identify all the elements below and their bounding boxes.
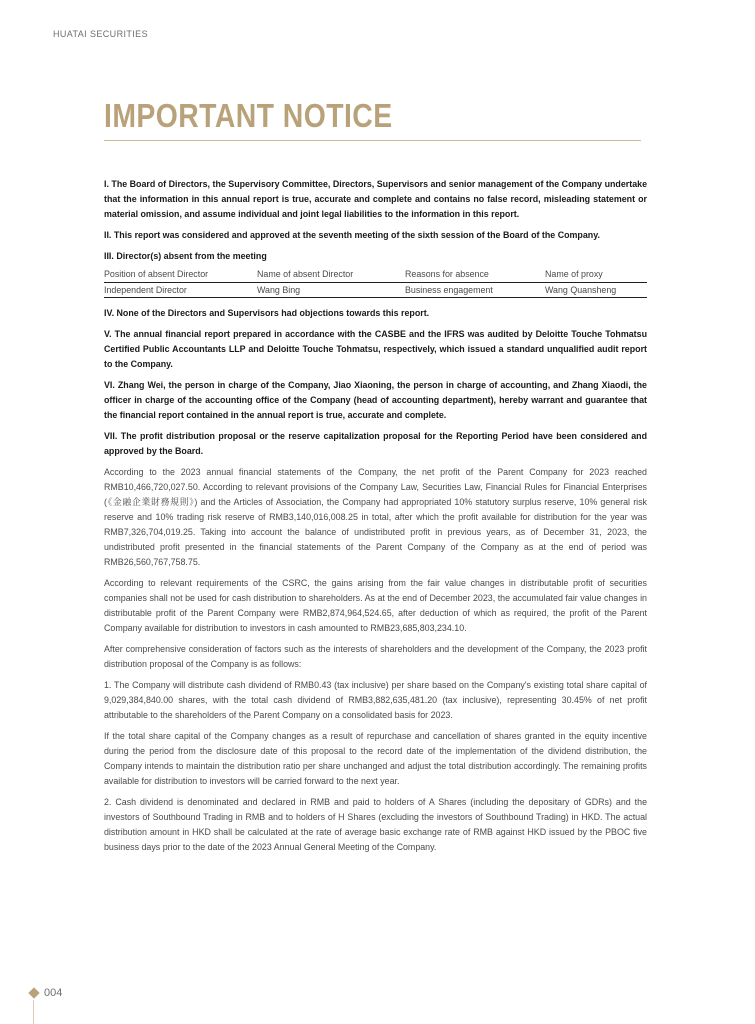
notice-item-7: VII. The profit distribution proposal or the reserve capitalization proposal for the Reporting Period have been considered and approved by the Board. bbox=[104, 431, 647, 456]
table-cell: Business engagement bbox=[405, 283, 545, 298]
page-number: 004 bbox=[44, 987, 63, 999]
notice-item-5: V. The annual financial report prepared in accordance with the CASBE and the IFRS was audited by Deloitte Touche Tohmatsu Certified Public Accountants LLP and Deloitte Touche Tohmatsu, respectively, which issued a standard unqualified audit report to the Company. bbox=[104, 329, 647, 369]
page-title: IMPORTANT NOTICE bbox=[104, 97, 393, 134]
table-header-row bbox=[104, 268, 647, 283]
notice-item-6: VI. Zhang Wei, the person in charge of the Company, Jiao Xiaoning, the person in charge of accounting, and Zhang Xiaodi, the officer in charge of the accounting office of the Company (head of accounting department), hereby warrant and guarantee that the financial report contained in the annual report is true, accurate and complete. bbox=[104, 380, 647, 420]
table-header-cell: Name of absent Director bbox=[257, 268, 405, 283]
notice-item-4: IV. None of the Directors and Supervisors had objections towards this report. bbox=[104, 308, 430, 318]
notice-item-3: III. Director(s) absent from the meeting bbox=[104, 251, 267, 261]
report-header: HUATAI SECURITIES bbox=[53, 29, 148, 39]
diamond-icon bbox=[28, 987, 39, 998]
profit-paragraph-2: According to relevant requirements of the CSRC, the gains arising from the fair value changes in distributable profit of securities companies shall not be used for cash distribution to shareholders. As at the end of December 2023, the accumulated fair value changes in distributable profit of the Parent Company were RMB2,874,964,524.65, after deduction of which as required, the profit of the Parent Company available for distribution to investors in cash amounted to RMB23,685,803,234.10. bbox=[104, 578, 647, 633]
profit-paragraph-3: After comprehensive consideration of factors such as the interests of shareholders and the development of the Company, the 2023 profit distribution proposal of the Company is as follows: bbox=[104, 644, 647, 669]
title-divider bbox=[104, 140, 641, 141]
dividend-item-2: 2. Cash dividend is denominated and declared in RMB and paid to holders of A Shares (including the depositary of GDRs) and the investors of Southbound Trading in RMB and to holders of H Shares (excluding the investors of Southbound Trading) in HKD. The actual distribution amount in HKD shall be calculated at the rate of average basic exchange rate of RMB against HKD issued by the PBOC five business days prior to the date of the 2023 Annual General Meeting of the Company. bbox=[104, 797, 647, 852]
table-cell: Wang Quansheng bbox=[545, 283, 647, 298]
page-marker-line bbox=[33, 1000, 34, 1024]
table-header-cell: Position of absent Director bbox=[104, 268, 257, 283]
dividend-adjustment-paragraph: If the total share capital of the Company changes as a result of repurchase and cancellation of shares granted in the equity incentive during the period from the disclosure date of this proposal to the record date of the implementation of the dividend distribution, the Company intends to maintain the distribution ratio per share unchanged and adjust the total distribution accordingly. The remaining profits available for distribution to investors will be carried forward to the next year. bbox=[104, 731, 647, 786]
table-header-cell: Name of proxy bbox=[545, 268, 647, 283]
dividend-item-1: 1. The Company will distribute cash dividend of RMB0.43 (tax inclusive) per share based on the Company's existing total share capital of 9,029,384,840.00 shares, with the total cash dividend of RMB3,882,635,481.20 (tax inclusive), representing 30.45% of net profit attributable to the shareholders of the Parent Company on a consolidated basis for 2023. bbox=[104, 680, 647, 720]
profit-paragraph-1: According to the 2023 annual financial statements of the Company, the net profit of the Parent Company for 2023 reached RMB10,466,720,027.50. According to relevant provisions of the Company Law, Securities Law, Financial Rules for Financial Enterprises (《金融企業財務規則》) and the Articles of Association, the Company had appropriated 10% statutory surplus reserve, 10% general risk reserve and 10% trading risk reserve of RMB3,140,016,008.25 in total, after which the profit available for distribution for the year was RMB7,326,704,019.25. Taking into account the balance of undistributed profit in previous years, as of December 31, 2023, the undistributed profit presented in the financial statements of the Parent Company of the Company as at the end of period was RMB26,560,767,758.75. bbox=[104, 467, 647, 567]
notice-item-2: II. This report was considered and approved at the seventh meeting of the sixth session of the Board of the Company. bbox=[104, 230, 600, 240]
table-row bbox=[104, 283, 647, 298]
notice-item-1: I. The Board of Directors, the Supervisory Committee, Directors, Supervisors and senior management of the Company undertake that the information in this annual report is true, accurate and complete and contains no false record, misleading statement or material omission, and assume individual and joint legal liabilities to the information in this report. bbox=[104, 179, 647, 219]
table-cell: Independent Director bbox=[104, 283, 257, 298]
absent-directors-table bbox=[104, 268, 647, 298]
table-cell: Wang Bing bbox=[257, 283, 405, 298]
table-header-cell: Reasons for absence bbox=[405, 268, 545, 283]
notice-body bbox=[104, 177, 647, 861]
